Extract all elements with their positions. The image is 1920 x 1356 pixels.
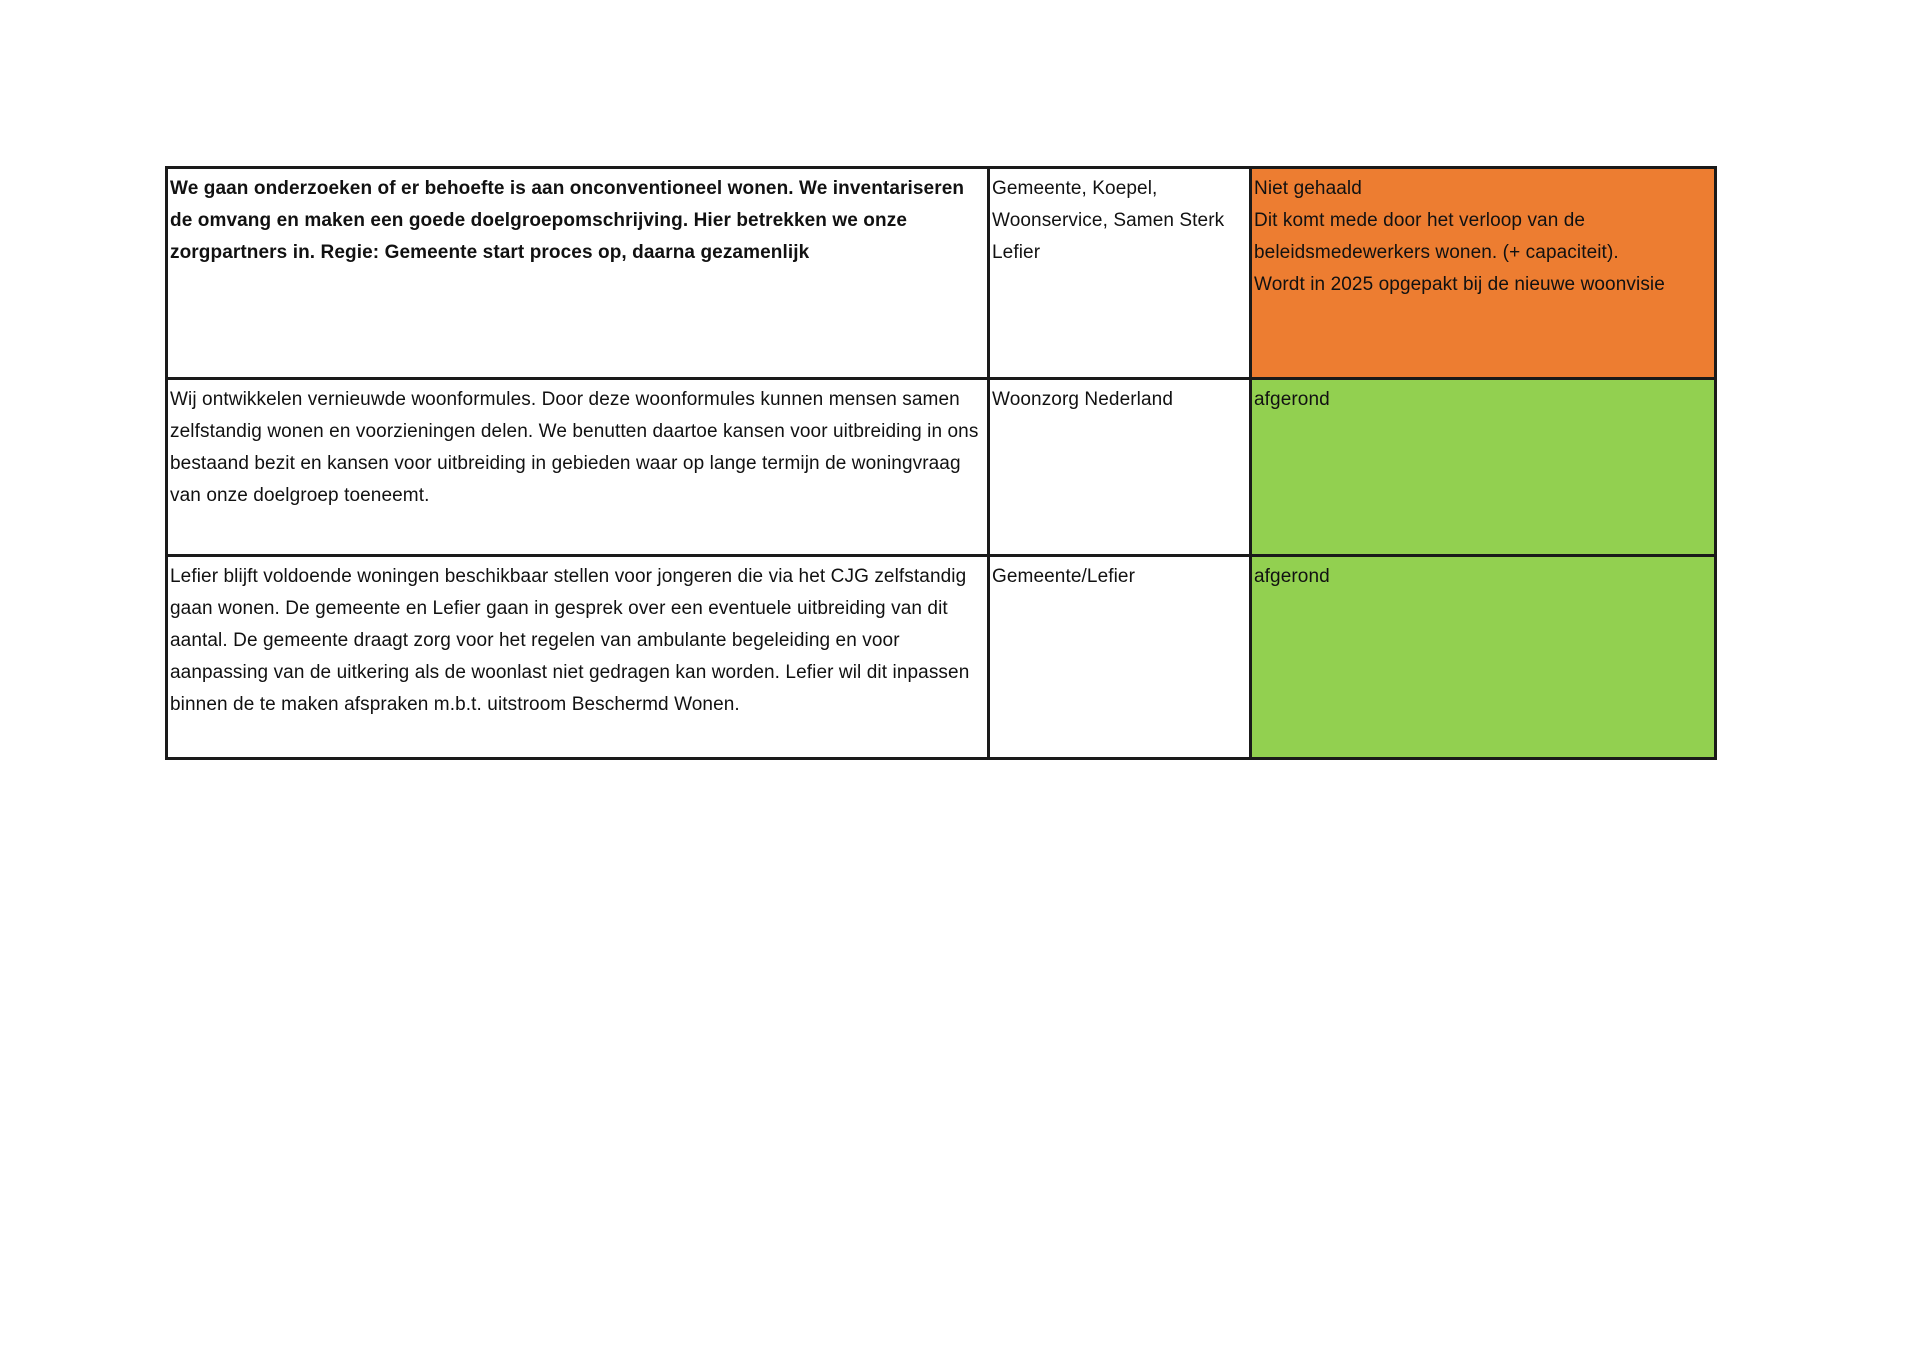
parties-text-line: Woonservice, Samen Sterk [992,210,1225,231]
parties-text: Gemeente/Lefier [992,566,1136,587]
parties-cell [989,168,1251,379]
action-cell [167,168,989,379]
action-text: Lefier blijft voldoende woningen beschikbaar stellen voor jongeren die via het CJG zelfstandig gaan wonen. De gemeente en Lefier gaan in gesprek over een eventuele uitbreiding van dit aantal. De gemeente draagt zorg voor het regelen van ambulante begeleiding en voor aanpassing van de uitkering als de woonlast niet gedragen kan worden. Lefier wil dit inpassen binnen de te maken afspraken m.b.t. uitstroom Beschermd Wonen. [170,566,970,715]
table-row [167,379,1716,556]
status-label: Niet gehaald [1254,178,1362,199]
table-row [167,168,1716,379]
parties-text: Woonzorg Nederland [992,389,1174,410]
action-text: Wij ontwikkelen vernieuwde woonformules. Door deze woonformules kunnen mensen samen zelfstandig wonen en voorzieningen delen. We benutten daartoe kansen voor uitbreiding in ons bestaand bezit en kansen voor uitbreiding in gebieden waar op lange termijn de woningvraag van onze doelgroep toeneemt. [170,389,979,506]
status-label: afgerond [1254,389,1330,410]
action-cell [167,556,989,759]
parties-text-line: Lefier [992,242,1041,263]
status-note: Dit komt mede door het verloop van de beleidsmedewerkers wonen. (+ capaciteit). [1254,210,1619,263]
status-cell [1251,556,1716,759]
action-cell [167,379,989,556]
status-cell [1251,379,1716,556]
agreements-table [165,166,1717,760]
status-note: Wordt in 2025 opgepakt bij de nieuwe woonvisie [1254,274,1665,295]
parties-cell [989,379,1251,556]
status-cell [1251,168,1716,379]
table-row [167,556,1716,759]
parties-text-line: Gemeente, Koepel, [992,178,1158,199]
parties-cell [989,556,1251,759]
action-text: We gaan onderzoeken of er behoefte is aan onconventioneel wonen. We inventariseren de omvang en maken een goede doelgroepomschrijving. Hier betrekken we onze zorgpartners in. Regie: Gemeente start proces op, daarna gezamenlijk [170,178,965,263]
status-label: afgerond [1254,566,1330,587]
